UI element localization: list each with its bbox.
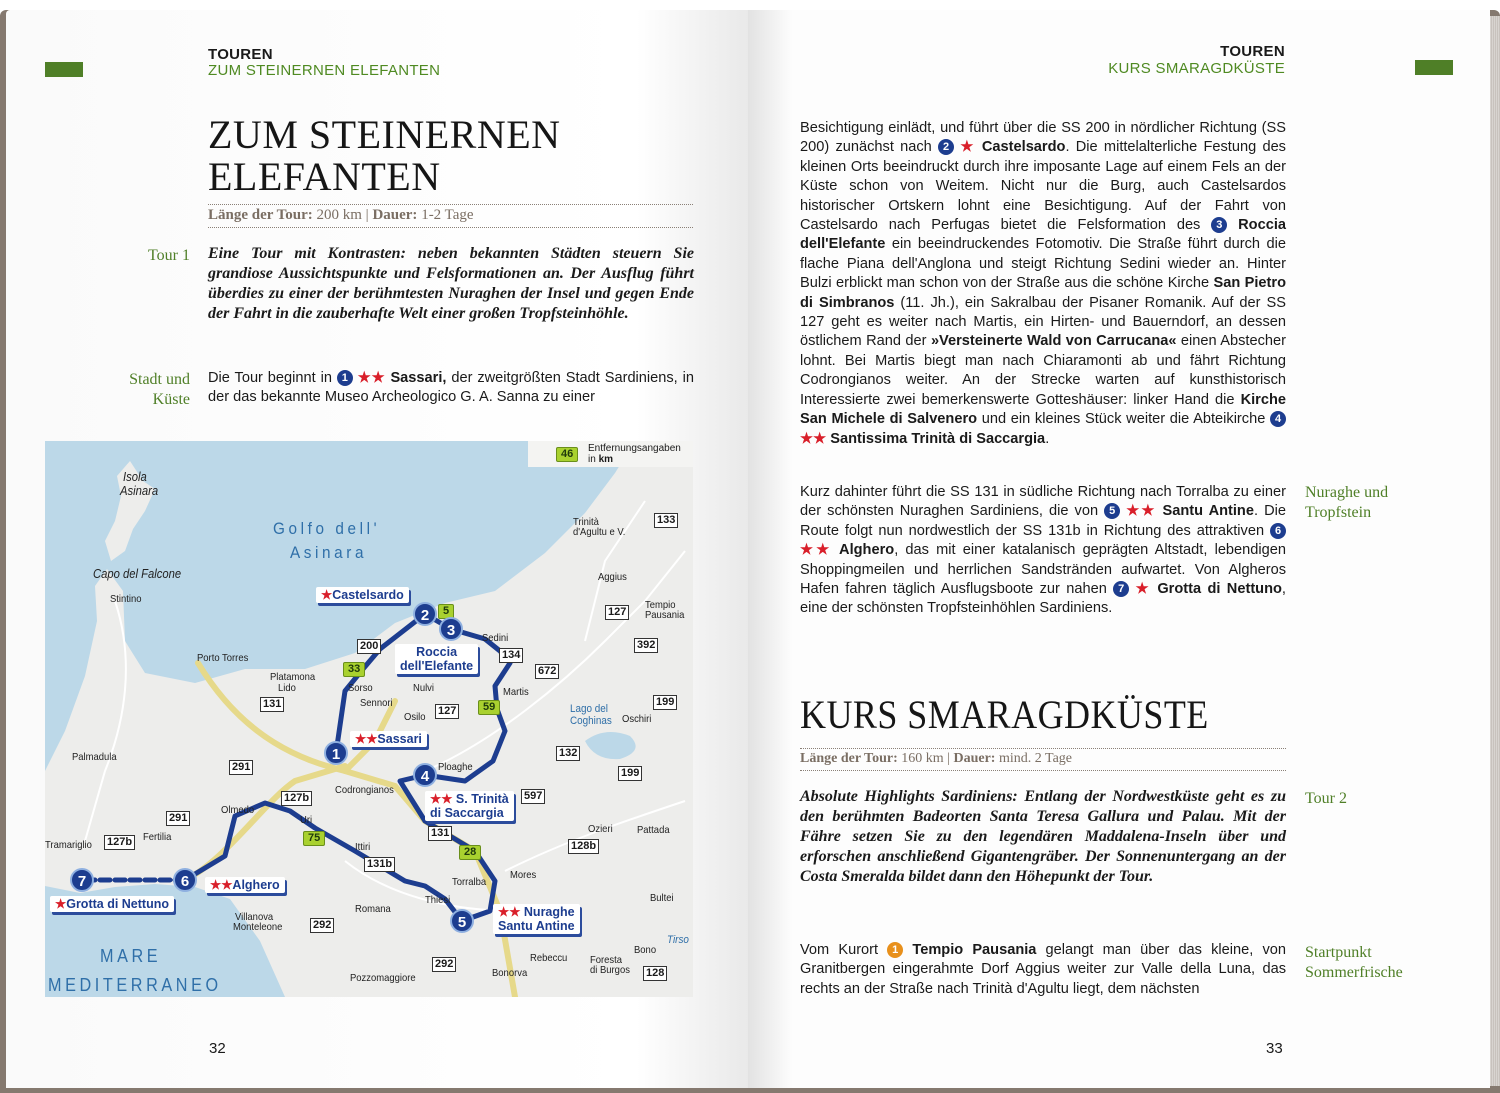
margin-section-label: Stadt und Küste: [129, 371, 190, 408]
place-label: Platamona: [270, 671, 316, 683]
road-number: 200: [357, 639, 381, 654]
star-rating-icon: ★★: [352, 370, 391, 386]
place-label: Sorso: [348, 682, 373, 694]
text-run: , eine der schönsten Tropfsteinhöhlen Sardiniens.: [800, 581, 1286, 617]
road-number: 292: [432, 957, 456, 972]
legend-distance-sample: 46: [556, 447, 578, 462]
route-stop-marker: 2: [413, 602, 437, 626]
margin-tour-label: Tour 1: [148, 247, 190, 264]
place-label: Bultei: [650, 892, 674, 904]
place-label: Stintino: [110, 593, 142, 605]
length-value: 160 km: [901, 751, 944, 766]
callout-name: Sassari: [377, 732, 422, 746]
road-number: 131b: [364, 857, 395, 872]
text-run: Vom Kurort: [800, 942, 888, 958]
callout-roccia: [395, 644, 478, 674]
text-run: Kurz dahinter führt die SS 131 in südliche Richtung nach Torralba zu einer der schönsten Nuraghen Sardiniens, die von: [800, 484, 1286, 520]
highlight-place: Kirche San Michele di Salvenero: [800, 391, 1286, 428]
distance-badge: 28: [459, 845, 481, 860]
road-number: 597: [521, 789, 545, 804]
left-page: [6, 10, 748, 1088]
body-paragraph: [208, 369, 694, 408]
place-label: Bonorva: [492, 967, 528, 979]
legend-unit: km: [598, 454, 614, 465]
place-label: Trinità: [573, 516, 599, 528]
road-number: 291: [166, 811, 190, 826]
callout-name: Grotta di Nettuno: [66, 897, 169, 911]
place-label: di Burgos: [590, 964, 630, 976]
route-stop-marker: 1: [324, 741, 348, 765]
callout-name: Alghero: [232, 878, 280, 892]
place-label: Isola: [123, 470, 147, 484]
running-head-subtitle: ZUM STEINERNEN ELEFANTEN: [208, 62, 441, 79]
route-stop-marker: 4: [413, 763, 437, 787]
highlight-place: Alghero: [839, 542, 895, 559]
callout-grotta: [50, 896, 174, 912]
page-number: 33: [1266, 1040, 1283, 1057]
duration-value: 1-2 Tage: [421, 207, 474, 223]
tour-info: [800, 748, 1286, 771]
highlight-place: Tempio Pausania: [912, 942, 1037, 958]
section-color-bar: [45, 62, 83, 77]
running-head-title: TOUREN: [208, 46, 273, 63]
highlight-place: San Pietro di Simbranos: [800, 275, 1286, 311]
place-label: Sennori: [360, 697, 393, 709]
body-paragraph: [800, 941, 1286, 999]
map-legend: [528, 441, 693, 467]
stop-number-icon: 2: [938, 139, 954, 155]
right-page: [748, 10, 1490, 1088]
body-paragraph: [800, 119, 1286, 449]
callout-name: di Saccargia: [430, 806, 504, 820]
place-label: Tramariglio: [45, 839, 92, 851]
road-number: 199: [653, 695, 677, 710]
callout-nuraghe: [493, 904, 580, 934]
text-run: der zweitgrößten Stadt Sardiniens, in der das bekannte Museo Archeologico G. A. Sanna zu einer: [208, 370, 694, 406]
place-label: Ittiri: [355, 841, 371, 853]
callout-name: Nuraghe: [523, 905, 575, 919]
text-run: einen Abstecher lohnt. Bei Martis biegt man nach Chiaramonti ab und fährt Richtung Codrongianos weiter. An der Strecke warten auf kunsthistorisch Interessierte zwei bemerkenswerte Gotteshäuser: linker Hand die: [800, 333, 1286, 408]
road-number: 291: [229, 760, 253, 775]
star-rating: ★★: [498, 905, 521, 919]
stop-number-icon: 1: [337, 370, 353, 386]
tour-intro: Absolute Highlights Sardiniens: Entlang der Nordwestküste geht es zu den berühmten Badeorten Santa Teresa Gallura und Palau. Mit der Fähre setzen Sie zu den legendären Maddalena-Inseln über und erforschen anschließend Gigantengräber. Der Sonnenuntergang an der Costa Smeralda bildet dann den Höhepunkt der Tour.: [800, 788, 1286, 885]
road-number: 292: [310, 918, 334, 933]
highlight-place: Santissima Trinità di Saccargia: [830, 430, 1046, 447]
heading-line: ZUM STEINERNEN: [208, 112, 561, 157]
text-run: (11. Jh.), ein Sakralbau der Pisaner Romanik. Auf der SS 127 geht es weiter nach Martis, ein Hirten- und Bauerndorf, an dessen östlichem Rand der: [800, 294, 1286, 350]
legend-prefix: in: [588, 454, 599, 465]
section-color-bar: [1415, 60, 1453, 75]
running-head-title: TOUREN: [1220, 43, 1285, 60]
star-rating-icon: ★★: [1120, 503, 1163, 520]
road-number: 131: [428, 826, 452, 841]
place-label: Palmadula: [72, 751, 117, 763]
stop-number-icon: 4: [1270, 411, 1286, 427]
road-number: 128: [643, 966, 667, 981]
place-label: Asinara: [120, 484, 159, 498]
highlight-place: Santu Antine: [1162, 503, 1254, 520]
place-label: Lido: [278, 682, 296, 694]
tour-heading: [208, 114, 561, 198]
route-stop-marker: 7: [70, 868, 94, 892]
road-number: 672: [535, 664, 559, 679]
length-label: Länge der Tour:: [208, 207, 313, 223]
heading-line: ELEFANTEN: [208, 154, 441, 199]
place-label: Aggius: [598, 571, 627, 583]
highlight-place: Sassari,: [390, 370, 447, 386]
road-number: 127b: [281, 791, 312, 806]
place-label: Pausania: [645, 609, 685, 621]
highlight-place: Grotta di Nettuno: [1157, 581, 1282, 598]
text-run: , das mit einer katalanisch geprägten Altstadt, lebendigen Shoppingmeilen und herrlichen Sandstränden aufwartet. Von Algheros Hafen fahren täglich Ausflugsboote zur nahen: [800, 542, 1286, 598]
text-run: [1227, 217, 1238, 233]
place-label: Oschiri: [622, 713, 652, 725]
highlight-place: Roccia dell'Elefante: [800, 217, 1286, 253]
place-label: Osilo: [404, 711, 426, 723]
body-paragraph: [800, 483, 1286, 619]
place-label: d'Agultu e V.: [573, 526, 626, 538]
distance-badge: 59: [478, 700, 500, 715]
callout-castelsardo: [316, 587, 409, 603]
place-label: Mores: [510, 869, 537, 881]
place-label: Rebeccu: [530, 952, 568, 964]
lake-label: Lago del: [570, 703, 608, 715]
place-label: Ozieri: [588, 823, 613, 835]
place-label: Torralba: [452, 876, 487, 888]
duration-label: Dauer:: [953, 751, 996, 766]
callout-trinita: [425, 791, 514, 821]
margin-section-label: Nuraghe und Tropfstein: [1305, 484, 1389, 521]
place-label: Ploaghe: [438, 761, 473, 773]
page-edges: [1490, 16, 1500, 1086]
book-spread: [0, 10, 1500, 1093]
stop-number-icon: 1: [887, 942, 903, 958]
running-head-subtitle: KURS SMARAGDKÜSTE: [1108, 60, 1285, 77]
text-run: . Die mittelalterliche Festung des kleinen Orts beeindruckt durch ihre imposante Lage auf einem Fels an der Küste schon von Weitem. Nicht nur die Burg, auch Castelsardos historischer Ortskern lohnt eine Besichtigung. Auf der Fahrt von Castelsardo nach Perfugas bietet die Felsformation des: [800, 139, 1286, 234]
tour-info: [208, 204, 693, 228]
text-run: Besichtigung einlädt, und führt über die SS 200 in nördlicher Richtung (SS 200) zunächst nach: [800, 120, 1286, 156]
lake-label: Coghinas: [570, 715, 612, 727]
text-run: .: [1045, 430, 1050, 447]
callout-sassari: [350, 731, 427, 747]
duration-value: mind. 2 Tage: [998, 751, 1072, 766]
distance-badge: 75: [303, 831, 325, 846]
callout-name: Santu Antine: [498, 919, 575, 933]
distance-badge: 33: [343, 662, 365, 677]
star-rating-icon: ★★: [800, 430, 831, 447]
callout-alghero: [205, 877, 285, 893]
text-run: [903, 942, 912, 958]
place-label: Bono: [634, 944, 657, 956]
place-label: Codrongianos: [335, 784, 394, 796]
star-rating: ★: [55, 897, 67, 911]
text-run: und ein kleines Stück weiter die Abteikirche: [977, 411, 1270, 428]
road-number: 127: [605, 605, 629, 620]
stop-number-icon: 6: [1270, 523, 1286, 539]
place-label: Villanova: [235, 911, 274, 923]
callout-name: Roccia: [416, 645, 458, 659]
road-number: 134: [499, 648, 523, 663]
star-rating-icon: ★: [954, 139, 982, 156]
margin-section-label: Startpunkt Sommerfrische: [1305, 944, 1403, 981]
place-label: Fertilia: [143, 831, 172, 843]
tour-heading: KURS SMARAGDKÜSTE: [800, 692, 1209, 737]
place-label: Uri: [300, 814, 313, 826]
callout-name: S. Trinità: [455, 792, 509, 806]
road-number: 199: [618, 766, 642, 781]
road-number: 392: [634, 638, 658, 653]
star-rating-icon: ★: [1129, 581, 1158, 598]
star-rating: ★★: [355, 732, 378, 746]
place-label: Thiesi: [425, 894, 451, 906]
sea-label: Golfo dell': [273, 519, 381, 538]
text-run: Die Tour beginnt in: [208, 370, 337, 386]
place-label: Tempio: [645, 599, 676, 611]
place-label: Capo del Falcone: [93, 567, 182, 581]
callout-name: dell'Elefante: [400, 659, 474, 673]
legend-text: [588, 454, 693, 465]
place-label: Martis: [503, 686, 529, 698]
sea-label: Asinara: [290, 543, 368, 562]
page-number: 32: [209, 1040, 226, 1057]
star-rating: ★★: [430, 792, 453, 806]
length-label: Länge der Tour:: [800, 751, 898, 766]
sea-label: MEDITERRANEO: [48, 975, 222, 995]
road-number: 131: [260, 697, 284, 712]
star-rating: ★: [321, 588, 333, 602]
road-number: 127b: [104, 835, 135, 850]
highlight-place: Castelsardo: [981, 139, 1066, 156]
distance-badge: 5: [438, 604, 454, 619]
place-label: Sedini: [482, 632, 509, 644]
place-label: Nulvi: [413, 682, 435, 694]
route-stop-marker: 6: [173, 868, 197, 892]
route-stop-marker: 3: [439, 617, 463, 641]
road-number: 128b: [568, 839, 599, 854]
tour-intro: Eine Tour mit Kontrasten: neben bekannten Städten steuern Sie grandiose Aussichtspunkte und Felsformationen an. Der Ausflug führt überdies zu einer der berühmtesten Nuraghen der Insel und gegen Ende der Fahrt in die zauberhafte Welt einer großen Tropfsteinhöhle.: [208, 245, 694, 322]
place-label: Foresta: [590, 954, 623, 966]
place-label: Romana: [355, 903, 391, 915]
sea-label: MARE: [100, 946, 162, 966]
legend-text: Entfernungsangaben: [588, 443, 681, 454]
place-label: Olmedo: [221, 804, 255, 816]
route-stop-marker: 5: [450, 909, 474, 933]
text-run: gelangt man über das kleine, von Granitbergen eingerahmte Dorf Aggius weiter zur Valle della Luna, das rechts an der Straße nach Trinità d'Agultu liegt, dem nächsten: [800, 942, 1286, 997]
margin-tour-label: Tour 2: [1305, 790, 1347, 807]
stop-number-icon: 5: [1104, 503, 1120, 519]
star-rating: ★★: [210, 878, 233, 892]
place-label: Pozzomaggiore: [350, 972, 416, 984]
river-label: Tirso: [667, 934, 689, 946]
callout-name: Castelsardo: [332, 588, 404, 602]
place-label: Porto Torres: [197, 652, 249, 664]
text-run: . Die Route folgt nun nordwestlich der SS 131b in Richtung des attraktiven: [800, 503, 1286, 539]
road-number: 133: [654, 513, 678, 528]
road-number: 132: [556, 746, 580, 761]
text-run: ein beeindruckendes Fotomotiv. Die Straße führt durch die flache Piana dell'Anglona und steigt Richtung Sedini wieder an. Hinter Bulzi erblickt man schon von der Straße aus die schöne Kirche: [800, 236, 1286, 292]
stop-number-icon: 7: [1113, 581, 1129, 597]
separator: |: [947, 751, 950, 766]
star-rating-icon: ★★: [800, 542, 840, 559]
road-number: 127: [435, 704, 459, 719]
route-map: [45, 441, 693, 997]
place-label: Pattada: [637, 824, 670, 836]
duration-label: Dauer:: [372, 207, 418, 223]
stop-number-icon: 3: [1211, 217, 1227, 233]
place-label: Monteleone: [233, 921, 283, 933]
highlight-place: »Versteinerte Wald von Carrucana«: [930, 333, 1177, 350]
length-value: 200 km: [316, 207, 362, 223]
separator: |: [365, 207, 369, 223]
